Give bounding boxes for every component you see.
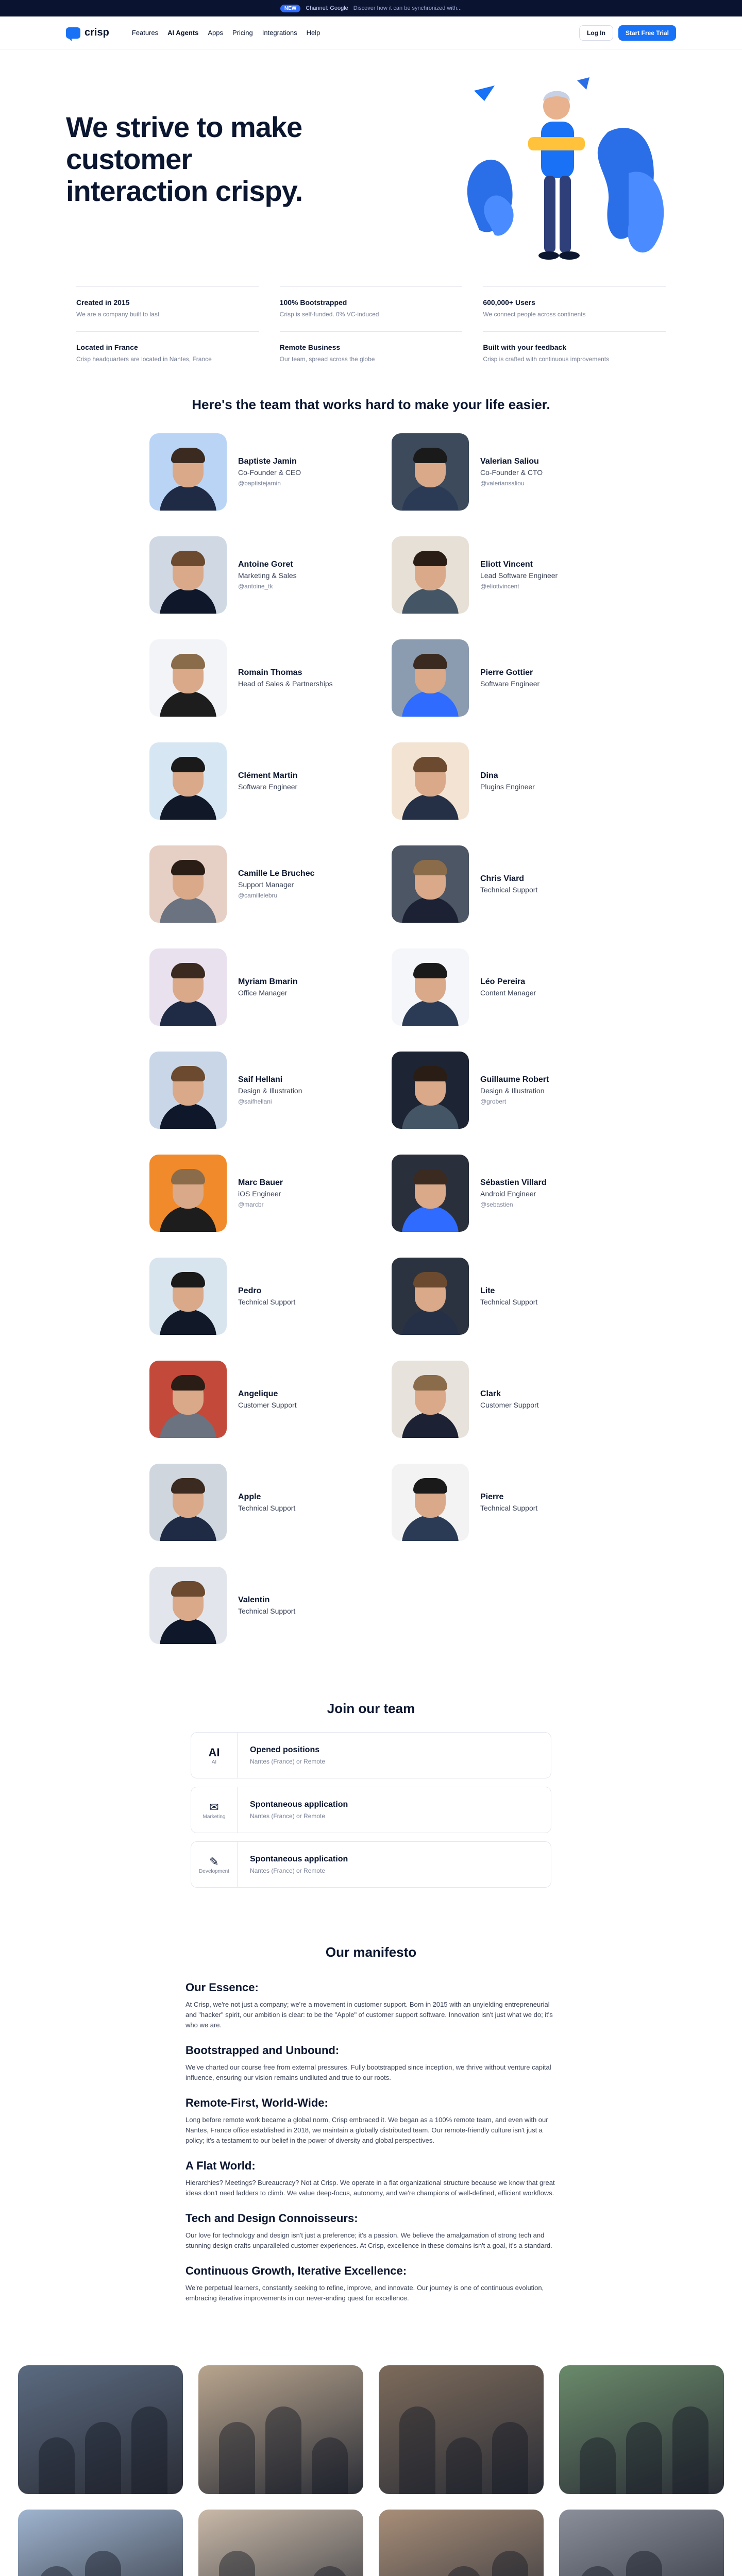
avatar-hair — [413, 1375, 447, 1391]
member-name: Baptiste Jamin — [238, 457, 297, 466]
avatar — [392, 1361, 469, 1438]
member-info — [480, 560, 558, 590]
avatar-hair — [413, 1066, 447, 1081]
job-location: Nantes (France) or Remote — [250, 1812, 326, 1820]
team-member[interactable] — [149, 536, 350, 614]
avatar-hair — [171, 1375, 205, 1391]
avatar — [392, 1258, 469, 1335]
member-name: Myriam Bmarin — [238, 977, 298, 986]
job-category-label: Development — [199, 1868, 229, 1874]
logo-icon — [66, 27, 80, 39]
job-category-label: AI — [211, 1759, 217, 1765]
nav-menu — [132, 29, 321, 37]
photo-person — [219, 2422, 255, 2494]
job-listing[interactable] — [191, 1787, 551, 1833]
avatar-body — [160, 1618, 216, 1644]
avatar-hair — [171, 757, 205, 772]
job-category — [191, 1842, 238, 1887]
avatar-hair — [413, 448, 447, 463]
avatar-body — [402, 485, 459, 511]
fact-description: We connect people across continents — [483, 311, 586, 318]
member-info — [238, 560, 297, 590]
avatar — [392, 639, 469, 717]
announcement-bar[interactable] — [0, 0, 742, 16]
member-role: Android Engineer — [480, 1190, 536, 1198]
photo-person — [626, 2551, 662, 2576]
photo-person — [85, 2422, 121, 2494]
member-info — [238, 1178, 283, 1208]
avatar-body — [402, 1206, 459, 1232]
team-photo — [18, 2365, 183, 2494]
team-title: Here's the team that works hard to make your life easier. — [192, 397, 550, 412]
member-name: Antoine Goret — [238, 560, 293, 569]
member-name: Guillaume Robert — [480, 1075, 549, 1084]
avatar — [392, 1155, 469, 1232]
member-info — [480, 1075, 549, 1105]
member-role: Software Engineer — [238, 783, 298, 791]
manifesto-heading: Remote-First, World-Wide: — [185, 2096, 328, 2109]
team-member[interactable] — [149, 1258, 350, 1335]
avatar — [392, 1464, 469, 1541]
hero-title: We strive to make customer interaction crispy. — [66, 111, 303, 207]
team-member[interactable] — [392, 433, 593, 511]
main-nav — [0, 16, 742, 49]
fact-description: Our team, spread across the globe — [279, 355, 375, 363]
hero-illustration — [453, 70, 680, 286]
team-member[interactable] — [149, 1155, 350, 1232]
avatar-hair — [171, 1272, 205, 1287]
avatar-body — [160, 485, 216, 511]
photo-person — [131, 2406, 167, 2494]
member-social[interactable]: @antoine_tk — [238, 583, 273, 590]
avatar-hair — [171, 1478, 205, 1494]
job-icon: ✉ — [209, 1800, 219, 1814]
team-member[interactable] — [392, 948, 593, 1026]
team-member[interactable] — [149, 845, 350, 923]
member-info — [480, 1389, 539, 1409]
member-info — [480, 668, 539, 688]
member-role: Co-Founder & CTO — [480, 468, 543, 477]
nav-item-features[interactable]: Features — [131, 29, 159, 37]
member-info — [480, 874, 537, 894]
job-category-label: Marketing — [203, 1814, 226, 1820]
member-name: Apple — [238, 1493, 261, 1501]
team-member[interactable] — [149, 1567, 350, 1644]
team-member[interactable] — [149, 948, 350, 1026]
nav-item-pricing[interactable]: Pricing — [232, 29, 253, 37]
nav-item-apps[interactable]: Apps — [208, 29, 223, 37]
member-info — [238, 668, 333, 688]
team-member[interactable] — [149, 433, 350, 511]
facts-grid — [0, 286, 742, 376]
member-role: Design & Illustration — [480, 1087, 545, 1095]
member-info — [238, 977, 298, 997]
avatar — [149, 948, 227, 1026]
member-name: Pierre — [480, 1493, 504, 1501]
manifesto-paragraph: We're perpetual learners, constantly seeking to refine, improve, and innovate. Our journey is one of continuous evolution, embracing iterative improvements in our never-ending quest for excellence. — [185, 2284, 544, 2302]
photo-person — [626, 2422, 662, 2494]
photo-person — [580, 2566, 616, 2576]
member-role: Technical Support — [238, 1607, 296, 1615]
member-name: Pedro — [238, 1286, 262, 1295]
member-role: Customer Support — [480, 1401, 539, 1409]
member-info — [480, 1493, 537, 1512]
member-info — [480, 1178, 547, 1208]
avatar-body — [160, 1515, 216, 1541]
avatar — [392, 948, 469, 1026]
avatar-hair — [171, 860, 205, 875]
member-social[interactable]: @sebastien — [480, 1201, 513, 1208]
fact-title: 600,000+ Users — [483, 298, 535, 307]
manifesto-heading: A Flat World: — [185, 2159, 256, 2172]
member-social[interactable]: @eliottvincent — [480, 583, 519, 590]
nav-item-integrations[interactable]: Integrations — [262, 29, 297, 37]
avatar-body — [160, 1103, 216, 1129]
member-info — [238, 457, 301, 487]
team-member[interactable] — [392, 639, 593, 717]
member-role: Lead Software Engineer — [480, 571, 558, 580]
manifesto-paragraph: Our love for technology and design isn't just a preference; it's a passion. We believe the amalgamation of strong tech and stunning design crafts unparalleled customer experiences. At Crisp, excellence in these domains isn't a goal, it's a standard. — [185, 2231, 552, 2249]
job-text — [238, 1855, 348, 1874]
photo-person — [39, 2437, 75, 2494]
fact-title: Built with your feedback — [483, 343, 567, 351]
fact-title: Created in 2015 — [76, 298, 130, 307]
avatar — [149, 639, 227, 717]
member-name: Eliott Vincent — [480, 560, 533, 569]
job-title: Opened positions — [250, 1745, 320, 1754]
job-location: Nantes (France) or Remote — [250, 1758, 326, 1765]
avatar — [149, 1052, 227, 1129]
member-name: Léo Pereira — [480, 977, 526, 986]
member-role: Technical Support — [480, 886, 538, 894]
team-member[interactable] — [392, 742, 593, 820]
photo-person — [312, 2437, 348, 2494]
job-text — [238, 1800, 348, 1820]
member-info — [238, 771, 298, 791]
fact-title: Remote Business — [279, 343, 341, 351]
member-info — [238, 1075, 302, 1105]
team-member[interactable] — [149, 1052, 350, 1129]
fact-title: Located in France — [76, 343, 138, 351]
member-info — [238, 1596, 295, 1615]
member-role: Co-Founder & CEO — [238, 468, 301, 477]
team-member[interactable] — [392, 845, 593, 923]
login-button[interactable]: Log In — [579, 25, 613, 41]
member-name: Clark — [480, 1389, 501, 1398]
team-photo — [18, 2510, 183, 2576]
avatar — [392, 433, 469, 511]
member-role: Marketing & Sales — [238, 571, 297, 580]
avatar-body — [160, 1000, 216, 1026]
photo-person — [446, 2566, 482, 2576]
job-icon: AI — [208, 1745, 220, 1759]
member-role: Office Manager — [238, 989, 288, 997]
member-social[interactable]: @grobert — [480, 1098, 507, 1105]
avatar — [392, 845, 469, 923]
member-name: Clément Martin — [238, 771, 298, 780]
manifesto — [185, 1981, 556, 2303]
photo-person — [219, 2551, 255, 2576]
avatar-body — [160, 588, 216, 614]
photo-person — [312, 2566, 348, 2576]
job-icon: ✎ — [209, 1855, 219, 1868]
team-member[interactable] — [149, 1464, 350, 1541]
team-grid — [149, 433, 593, 1644]
avatar-body — [402, 691, 459, 717]
avatar-hair — [413, 963, 447, 978]
avatar-body — [402, 1515, 459, 1541]
photo-person — [39, 2566, 75, 2576]
avatar — [149, 845, 227, 923]
manifesto-heading: Our Essence: — [185, 1981, 259, 1994]
join-title: Join our team — [327, 1701, 415, 1716]
team-photo — [198, 2510, 363, 2576]
member-role: Customer Support — [238, 1401, 297, 1409]
photo-person — [399, 2406, 435, 2494]
avatar-body — [402, 1000, 459, 1026]
avatar — [149, 1464, 227, 1541]
avatar-body — [160, 1206, 216, 1232]
member-role: Technical Support — [480, 1504, 538, 1512]
manifesto-title: Our manifesto — [325, 1944, 417, 1960]
member-info — [480, 1286, 537, 1306]
member-name: Valentin — [238, 1596, 270, 1604]
photo-person — [446, 2437, 482, 2494]
member-name: Dina — [480, 771, 498, 780]
team-member[interactable] — [149, 1361, 350, 1438]
team-member[interactable] — [149, 742, 350, 820]
team-member[interactable] — [392, 1258, 593, 1335]
member-info — [238, 1493, 295, 1512]
logo-text: crisp — [85, 27, 109, 38]
fact-title: 100% Bootstrapped — [279, 298, 347, 307]
avatar-body — [402, 588, 459, 614]
avatar-body — [402, 1309, 459, 1335]
member-info — [480, 771, 535, 791]
nav-item-help[interactable]: Help — [306, 29, 321, 37]
member-info — [480, 977, 536, 997]
member-info — [480, 457, 543, 487]
new-badge: NEW — [280, 5, 300, 12]
member-role: Plugins Engineer — [480, 783, 535, 791]
avatar — [149, 1258, 227, 1335]
manifesto-paragraph: Long before remote work became a global norm, Crisp embraced it. We began as a 100% remote team, and even with our Nantes, France office established in 2018, we maintain a globally distributed team. Our remote-friendly culture isn't just a policy; it's a testament to our belief in the power of diversity and global perspectives. — [185, 2116, 548, 2144]
member-name: Lite — [480, 1286, 495, 1295]
start-trial-button[interactable]: Start Free Trial — [618, 25, 676, 41]
photo-person — [492, 2422, 528, 2494]
photo-person — [492, 2551, 528, 2576]
avatar-hair — [413, 654, 447, 669]
member-role: Software Engineer — [480, 680, 540, 688]
avatar-hair — [171, 1066, 205, 1081]
avatar-hair — [171, 654, 205, 669]
avatar-hair — [413, 860, 447, 875]
avatar-body — [402, 1412, 459, 1438]
avatar-hair — [171, 551, 205, 566]
manifesto-heading: Tech and Design Connoisseurs: — [185, 2212, 358, 2225]
manifesto-paragraph: Hierarchies? Meetings? Bureaucracy? Not at Crisp. We operate in a flat organizational structure because we know that great ideas don't need ladders to climb. We value deep-focus, autonomy, and we're champions of well-defined, efficient workflows. — [185, 2179, 555, 2197]
job-title: Spontaneous application — [250, 1800, 348, 1809]
team-photo — [559, 2365, 724, 2494]
manifesto-paragraph: At Crisp, we're not just a company; we're a movement in customer support. Born in 2015 with an unyielding entrepreneurial and "hacker" spirit, our ambition is clear: to be the "Apple" of customer support software. Innovation isn't just what we do; it's who we are. — [185, 2001, 553, 2029]
member-role: Technical Support — [238, 1504, 296, 1512]
nav-item-ai-agents[interactable]: AI Agents — [167, 29, 199, 37]
member-role: Head of Sales & Partnerships — [238, 680, 333, 688]
avatar-hair — [413, 1169, 447, 1184]
logo[interactable] — [66, 27, 109, 39]
fact-item — [76, 331, 259, 376]
fact-item — [280, 331, 463, 376]
team-photo — [379, 2510, 544, 2576]
hero — [0, 49, 742, 297]
jobs-list — [191, 1732, 551, 1888]
photo-gallery — [0, 2365, 742, 2576]
team-member[interactable] — [392, 1361, 593, 1438]
member-name: Marc Bauer — [238, 1178, 283, 1187]
job-text — [238, 1745, 325, 1765]
member-role: Design & Illustration — [238, 1087, 302, 1095]
avatar-body — [402, 897, 459, 923]
member-name: Angelique — [238, 1389, 278, 1398]
team-member[interactable] — [392, 1052, 593, 1129]
avatar-body — [160, 691, 216, 717]
member-role: Content Manager — [480, 989, 536, 997]
manifesto-paragraph: We've charted our course free from external pressures. Fully bootstrapped since inception, we thrive without venture capital influence, ensuring our vision remains undiluted and true to our roots. — [185, 2063, 551, 2081]
avatar — [149, 742, 227, 820]
avatar — [149, 433, 227, 511]
avatar-hair — [171, 448, 205, 463]
job-listing[interactable] — [191, 1841, 551, 1888]
member-name: Camille Le Bruchec — [238, 869, 315, 878]
avatar-hair — [171, 1169, 205, 1184]
team-member[interactable] — [149, 639, 350, 717]
avatar-hair — [171, 1581, 205, 1597]
member-social[interactable]: @saifhellani — [238, 1098, 272, 1105]
job-location: Nantes (France) or Remote — [250, 1867, 326, 1874]
member-name: Pierre Gottier — [480, 668, 533, 677]
avatar-body — [160, 1309, 216, 1335]
member-name: Saif Hellani — [238, 1075, 283, 1084]
member-social[interactable]: @marcbr — [238, 1201, 264, 1208]
member-social[interactable]: @valeriansaliou — [480, 480, 525, 487]
announcement-text: Channel: Google — [306, 5, 348, 11]
member-name: Chris Viard — [480, 874, 525, 883]
avatar — [392, 536, 469, 614]
fact-item — [483, 331, 666, 376]
photo-person — [580, 2437, 616, 2494]
member-name: Valerian Saliou — [480, 457, 539, 466]
avatar-body — [160, 794, 216, 820]
member-info — [238, 1286, 295, 1306]
member-social[interactable]: @baptistejamin — [238, 480, 281, 487]
team-photo — [198, 2365, 363, 2494]
member-role: Technical Support — [480, 1298, 538, 1306]
fact-description: Crisp is crafted with continuous improvements — [483, 355, 610, 363]
member-role: iOS Engineer — [238, 1190, 281, 1198]
member-info — [238, 869, 315, 899]
photo-person — [672, 2406, 709, 2494]
avatar-hair — [413, 1478, 447, 1494]
manifesto-heading: Continuous Growth, Iterative Excellence: — [185, 2264, 407, 2277]
member-role: Support Manager — [238, 880, 294, 889]
avatar-body — [160, 1412, 216, 1438]
photo-person — [85, 2551, 121, 2576]
avatar — [392, 1052, 469, 1129]
team-photo — [559, 2510, 724, 2576]
avatar — [149, 1567, 227, 1644]
job-title: Spontaneous application — [250, 1855, 348, 1863]
avatar-body — [402, 1103, 459, 1129]
announcement-link[interactable]: Discover how it can be synchronized with... — [353, 5, 462, 11]
avatar — [392, 742, 469, 820]
avatar-body — [160, 897, 216, 923]
avatar — [149, 1361, 227, 1438]
member-name: Sébastien Villard — [480, 1178, 547, 1187]
member-role: Technical Support — [238, 1298, 296, 1306]
avatar — [149, 1155, 227, 1232]
job-category — [191, 1787, 238, 1833]
member-social[interactable]: @camillelebru — [238, 892, 278, 899]
fact-description: We are a company built to last — [76, 311, 160, 318]
fact-description: Crisp headquarters are located in Nantes, France — [76, 355, 212, 363]
team-member[interactable] — [392, 1155, 593, 1232]
member-info — [238, 1389, 297, 1409]
avatar-hair — [413, 757, 447, 772]
photo-person — [265, 2406, 301, 2494]
job-listing[interactable] — [191, 1732, 551, 1778]
team-photo — [379, 2365, 544, 2494]
job-category — [191, 1733, 238, 1778]
avatar-hair — [413, 1272, 447, 1287]
team-member[interactable] — [392, 1464, 593, 1541]
manifesto-heading: Bootstrapped and Unbound: — [185, 2044, 340, 2057]
avatar-hair — [413, 551, 447, 566]
fact-description: Crisp is self-funded. 0% VC-induced — [279, 311, 379, 318]
avatar-hair — [171, 963, 205, 978]
team-member[interactable] — [392, 536, 593, 614]
member-name: Romain Thomas — [238, 668, 302, 677]
avatar — [149, 536, 227, 614]
avatar-body — [402, 794, 459, 820]
